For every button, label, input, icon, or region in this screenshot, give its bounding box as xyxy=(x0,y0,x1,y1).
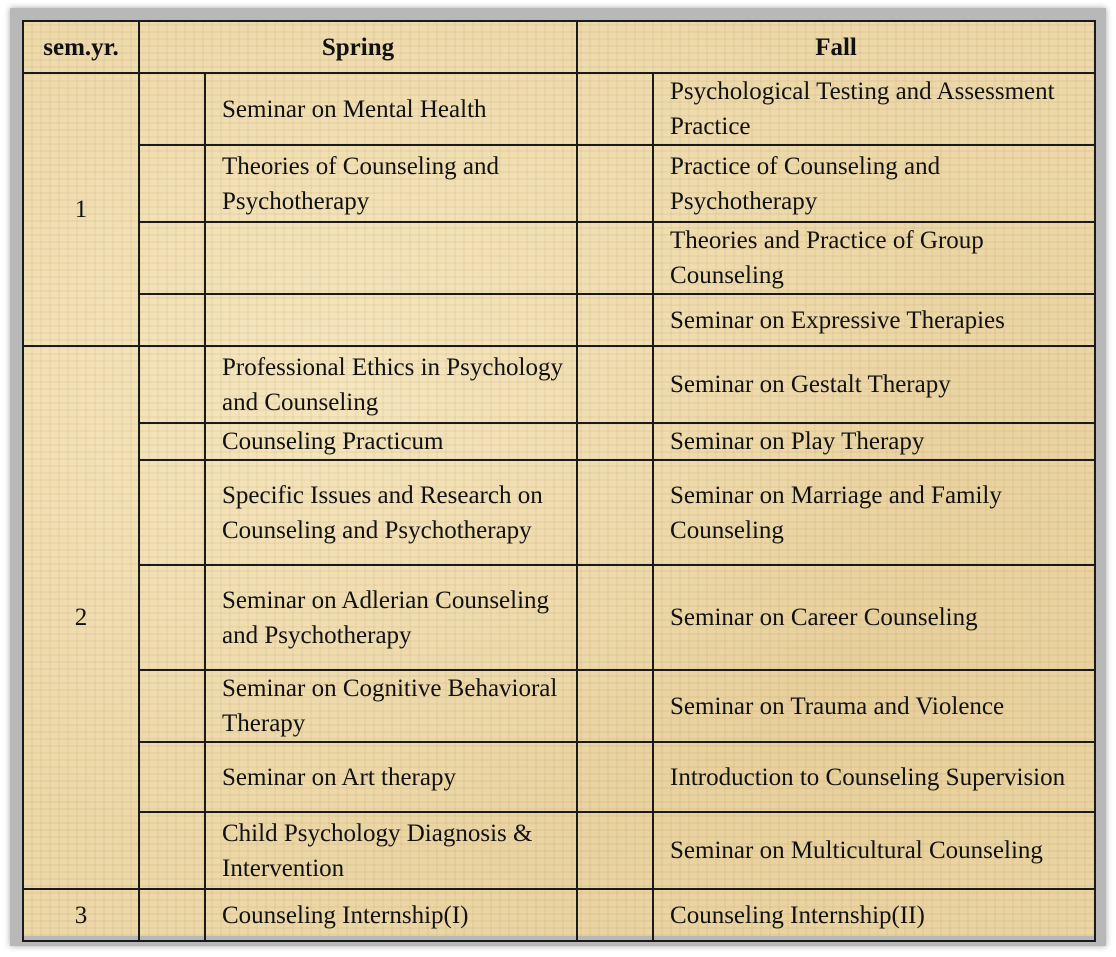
spring-course: Seminar on Art therapy xyxy=(205,742,577,812)
fall-code-cell xyxy=(577,73,653,145)
fall-course: Seminar on Expressive Therapies xyxy=(653,294,1095,346)
fall-code-cell xyxy=(577,812,653,889)
spring-code-cell xyxy=(139,742,205,812)
year-label: 1 xyxy=(23,73,139,346)
fall-course: Seminar on Play Therapy xyxy=(653,423,1095,460)
fall-code-cell xyxy=(577,423,653,460)
year-label: 3 xyxy=(23,889,139,941)
fall-code-cell xyxy=(577,670,653,742)
table-row xyxy=(23,812,1095,889)
spring-course: Theories of Counseling and Psychotherapy xyxy=(205,145,577,222)
fall-course: Seminar on Trauma and Violence xyxy=(653,670,1095,742)
fall-course: Theories and Practice of Group Counseling xyxy=(653,222,1095,294)
spring-course: Counseling Internship(I) xyxy=(205,889,577,941)
fall-code-cell xyxy=(577,889,653,941)
spring-code-cell xyxy=(139,346,205,423)
header-spring: Spring xyxy=(139,21,577,73)
spring-course: Seminar on Cognitive Behavioral Therapy xyxy=(205,670,577,742)
table-row xyxy=(23,460,1095,565)
year-label: 2 xyxy=(23,346,139,889)
fall-course: Introduction to Counseling Supervision xyxy=(653,742,1095,812)
spring-course: Counseling Practicum xyxy=(205,423,577,460)
spring-course: Seminar on Adlerian Counseling and Psychotherapy xyxy=(205,565,577,670)
header-row xyxy=(23,21,1095,73)
fall-course: Seminar on Multicultural Counseling xyxy=(653,812,1095,889)
spring-course: Seminar on Mental Health xyxy=(205,73,577,145)
spring-course xyxy=(205,222,577,294)
spring-course: Specific Issues and Research on Counseling and Psychotherapy xyxy=(205,460,577,565)
spring-course: Child Psychology Diagnosis & Intervention xyxy=(205,812,577,889)
fall-course: Seminar on Marriage and Family Counseling xyxy=(653,460,1095,565)
fall-course: Practice of Counseling and Psychotherapy xyxy=(653,145,1095,222)
fall-code-cell xyxy=(577,145,653,222)
fall-code-cell xyxy=(577,222,653,294)
fall-code-cell xyxy=(577,565,653,670)
spring-code-cell xyxy=(139,812,205,889)
spring-course: Professional Ethics in Psychology and Counseling xyxy=(205,346,577,423)
spring-code-cell xyxy=(139,460,205,565)
fall-code-cell xyxy=(577,742,653,812)
table-row xyxy=(23,742,1095,812)
curriculum-table xyxy=(22,20,1096,942)
spring-code-cell xyxy=(139,73,205,145)
spring-code-cell xyxy=(139,145,205,222)
spring-code-cell xyxy=(139,565,205,670)
table-row xyxy=(23,73,1095,145)
fall-course: Counseling Internship(II) xyxy=(653,889,1095,941)
table-row xyxy=(23,346,1095,423)
table-row xyxy=(23,565,1095,670)
header-fall: Fall xyxy=(577,21,1095,73)
fall-code-cell xyxy=(577,294,653,346)
table-row xyxy=(23,670,1095,742)
header-sem-yr: sem.yr. xyxy=(23,21,139,73)
spring-code-cell xyxy=(139,889,205,941)
table-row xyxy=(23,294,1095,346)
fall-course: Seminar on Gestalt Therapy xyxy=(653,346,1095,423)
spring-code-cell xyxy=(139,294,205,346)
spring-code-cell xyxy=(139,222,205,294)
table-row xyxy=(23,145,1095,222)
spring-code-cell xyxy=(139,423,205,460)
fall-code-cell xyxy=(577,346,653,423)
table-row xyxy=(23,423,1095,460)
fall-course: Seminar on Career Counseling xyxy=(653,565,1095,670)
fall-course: Psychological Testing and Assessment Practice xyxy=(653,73,1095,145)
spring-code-cell xyxy=(139,670,205,742)
table-row xyxy=(23,222,1095,294)
spring-course xyxy=(205,294,577,346)
fall-code-cell xyxy=(577,460,653,565)
table-row xyxy=(23,889,1095,941)
